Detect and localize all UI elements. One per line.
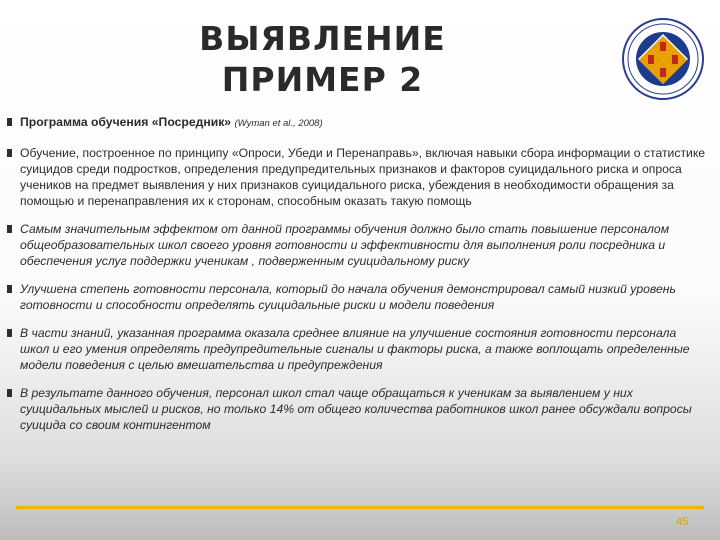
page-number: 45 bbox=[676, 516, 689, 528]
program-name: Программа обучения «Посредник» bbox=[20, 115, 235, 129]
title-line-2: ПРИМЕР 2 bbox=[221, 60, 424, 99]
list-item-text: В результате данного обучения, персонал школ стал чаще обращаться к ученикам за выявлением у них суицидальных мыслей и рисков, но только 14% от общего количества работников школ ранее обсуждали вопросы суицида со своим контингентом bbox=[20, 386, 692, 432]
list-item bbox=[6, 281, 706, 313]
list-item-text: Улучшена степень готовности персонала, который до начала обучения демонстрировал самый низкий уровень готовности и способности определять суицидальные риски и модели поведения bbox=[20, 282, 676, 312]
bullet-icon bbox=[7, 389, 12, 397]
bullet-icon bbox=[7, 225, 12, 233]
list-item bbox=[6, 325, 706, 373]
list-item bbox=[6, 145, 706, 209]
citation: (Wyman et al., 2008) bbox=[234, 118, 323, 129]
title-line-1: ВЫЯВЛЕНИЕ bbox=[199, 19, 446, 58]
bullet-icon bbox=[7, 149, 12, 157]
footer-divider bbox=[16, 506, 704, 509]
bullet-icon bbox=[7, 118, 12, 126]
list-item bbox=[6, 221, 706, 269]
bullet-icon bbox=[7, 285, 12, 293]
organization-emblem-icon bbox=[622, 18, 704, 100]
list-item bbox=[6, 114, 706, 132]
slide-title bbox=[150, 18, 495, 100]
list-item-text: Обучение, построенное по принципу «Опроси, Убеди и Перенаправь», включая навыки сбора информации о статистике суицидов среди подростков, определения предупредительных признаков и факторов суицидального риска и опроса учеников на предмет выявления у них признаков суицидального риска, убеждения в необходимости обращения за помощью и перенаправления их к сторонам, способным оказать такую помощь bbox=[20, 146, 706, 208]
list-item-text: Самым значительным эффектом от данной программы обучения должно было стать повышение персоналом общеобразовательных школ своего уровня готовности и эффективности для выполнения роли посредника и обеспечения услуг поддержки ученикам , подверженным суицидальному риску bbox=[20, 222, 670, 268]
list-item-text: В части знаний, указанная программа оказала среднее влияние на улучшение состояния готовности персонала школ и его умения определять предупредительные сигналы и факторы риска, а также воплощать определенные модели поведения с целью вмешательства и предупреждения bbox=[20, 326, 690, 372]
bullet-list bbox=[6, 114, 706, 445]
bullet-icon bbox=[7, 329, 12, 337]
list-item bbox=[6, 385, 706, 433]
